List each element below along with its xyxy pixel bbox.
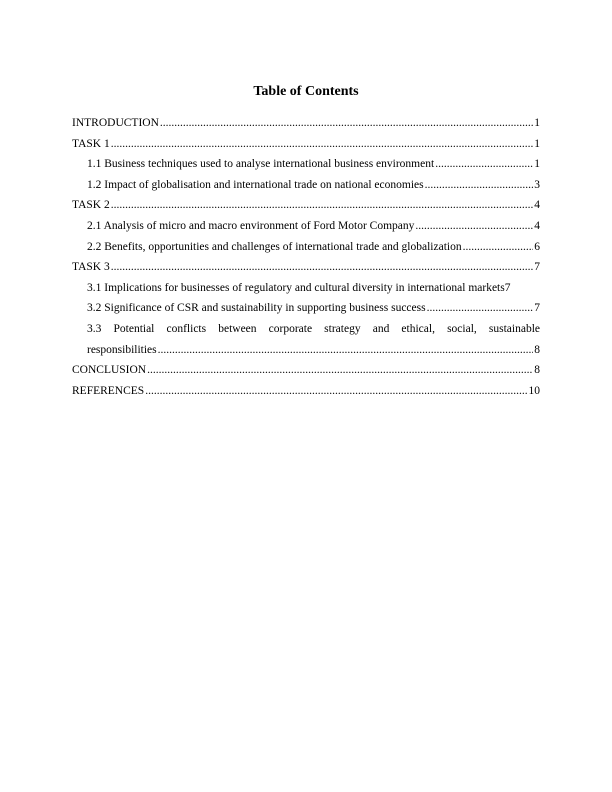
table-of-contents [72, 113, 540, 401]
toc-leader [111, 257, 534, 278]
toc-page-number: 7 [504, 281, 511, 294]
toc-leader [111, 195, 534, 216]
toc-entry-text: 1.1 Business techniques used to analyse international business environment [87, 158, 435, 171]
toc-leader [111, 134, 534, 155]
toc-leader [425, 175, 534, 196]
toc-entry-text: 2.1 Analysis of micro and macro environment of Ford Motor Company [87, 219, 415, 232]
toc-leader [147, 360, 533, 381]
toc-entry-3-3-line-2[interactable] [72, 340, 540, 361]
toc-leader [145, 381, 527, 402]
toc-page-number: 3 [534, 178, 540, 191]
toc-leader [427, 298, 534, 319]
toc-entry-references[interactable] [72, 381, 540, 402]
toc-entry-text: 3.2 Significance of CSR and sustainability in supporting business success [87, 302, 426, 315]
toc-page-number: 1 [534, 137, 540, 150]
toc-entry-text: TASK 1 [72, 137, 110, 150]
toc-page-number: 7 [534, 302, 540, 315]
toc-entry-text: 1.2 Impact of globalisation and international trade on national economies [87, 178, 424, 191]
toc-page-number: 4 [534, 199, 540, 212]
toc-leader [463, 237, 534, 258]
toc-entry-text: TASK 3 [72, 261, 110, 274]
toc-entry-task-1[interactable] [72, 134, 540, 155]
toc-page-number: 1 [534, 117, 540, 129]
toc-leader [415, 216, 533, 237]
toc-page-number: 8 [534, 364, 540, 377]
toc-entry-text: 3.3 Potential conflicts between corporate strategy and ethical, social, sustainable [87, 322, 540, 335]
toc-entry-conclusion[interactable] [72, 360, 540, 381]
toc-entry-text: INTRODUCTION [72, 117, 159, 129]
toc-leader [158, 340, 534, 361]
toc-entry-2-2[interactable] [72, 237, 540, 258]
toc-entry-2-1[interactable] [72, 216, 540, 237]
toc-page-number: 8 [534, 343, 540, 356]
toc-entry-text: TASK 2 [72, 199, 110, 212]
toc-leader [160, 113, 533, 134]
toc-page-number: 6 [534, 240, 540, 253]
toc-entry-3-1[interactable] [72, 278, 540, 299]
toc-entry-text: 3.1 Implications for businesses of regulatory and cultural diversity in international markets [87, 281, 505, 294]
toc-leader [435, 154, 533, 175]
toc-entry-3-2[interactable] [72, 298, 540, 319]
toc-entry-text: 2.2 Benefits, opportunities and challenges of international trade and globalization [87, 240, 462, 253]
toc-page-number: 4 [534, 219, 540, 232]
toc-page-number: 10 [528, 384, 540, 397]
toc-entry-task-2[interactable] [72, 195, 540, 216]
toc-title: Table of Contents [253, 84, 359, 99]
toc-page-number: 1 [534, 158, 540, 171]
toc-entry-text: REFERENCES [72, 384, 145, 397]
toc-entry-1-2[interactable] [72, 175, 540, 196]
toc-entry-text: CONCLUSION [72, 364, 147, 377]
toc-page-number: 7 [534, 261, 540, 274]
toc-entry-1-1[interactable] [72, 154, 540, 175]
toc-entry-3-3-line-1[interactable] [72, 319, 540, 340]
toc-entry-introduction[interactable] [72, 113, 540, 134]
toc-entry-text: responsibilities [87, 343, 157, 356]
toc-entry-task-3[interactable] [72, 257, 540, 278]
